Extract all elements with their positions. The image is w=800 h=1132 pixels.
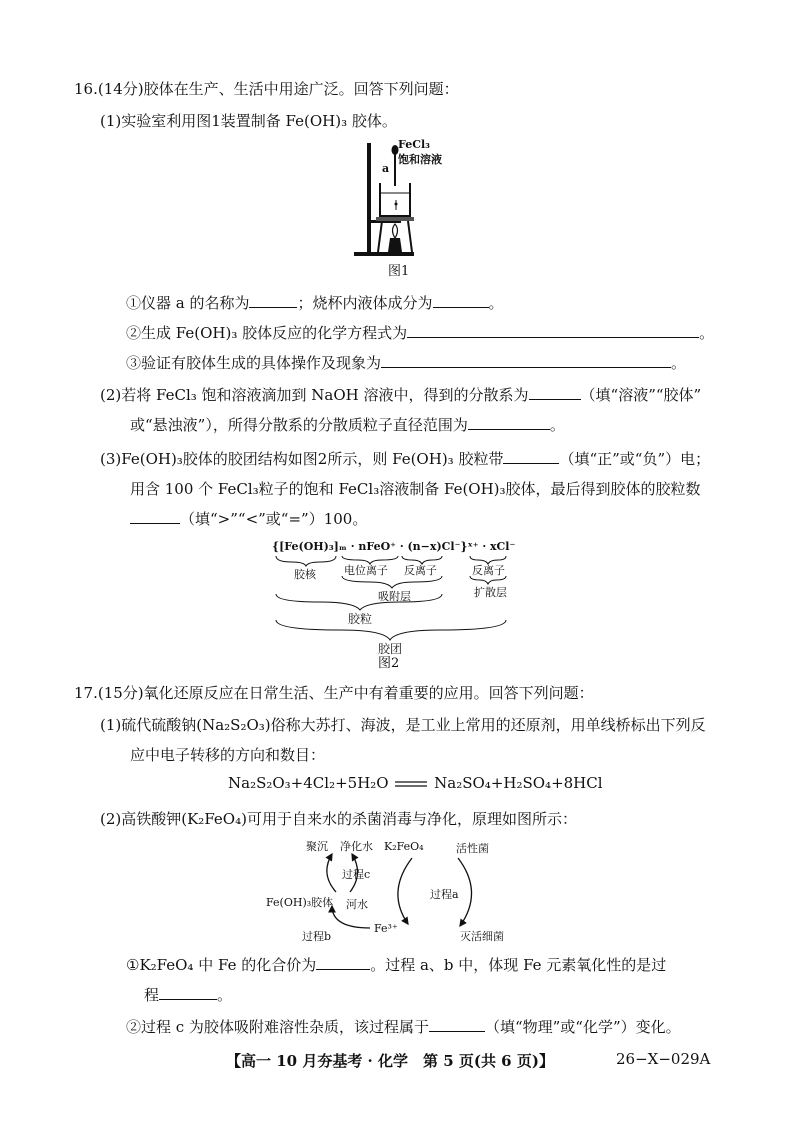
fig3-purified-water: 净化水 [340, 840, 373, 853]
answer-blank[interactable] [529, 385, 581, 400]
fig1-label-a: a [382, 162, 390, 175]
q17-2-1-text-d: 。 [217, 986, 233, 1004]
equation-reactants: Na₂S₂O₃+4Cl₂+5H₂O [228, 774, 389, 792]
q17-2-2-text-a: ②过程 c 为胶体吸附难溶性杂质，该过程属于 [126, 1018, 429, 1036]
answer-blank[interactable] [130, 509, 180, 524]
q16-3-line1 [100, 448, 710, 469]
q16-1-2 [126, 322, 714, 343]
fig2-diffusion-layer: 扩散层 [474, 586, 507, 599]
q17-2-1-text-b: 。过程 a、b 中，体现 Fe 元素氧化性的是过 [370, 956, 667, 974]
figure-3 [262, 836, 522, 946]
fig1-caption: 图1 [388, 264, 410, 279]
q16-1-2-text-b: 。 [699, 324, 715, 342]
fig3-process-b: 过程b [302, 930, 332, 943]
q17-2-line: (2)高铁酸钾(K₂FeO₄)可用于自来水的杀菌消毒与净化，原理如图所示： [100, 810, 577, 828]
q16-1-1-text-b: ；烧杯内液体成分为 [297, 294, 433, 312]
q16-3-text-d: （填“>”“<”或“=”）100。 [180, 510, 368, 528]
q17-2-2-text-b: （填“物理”或“化学”）变化。 [484, 1018, 681, 1036]
q17-2-1-line1 [126, 954, 666, 975]
fig3-process-a: 过程a [430, 888, 459, 901]
q17-2-1-text-c: 程 [144, 986, 160, 1004]
q16-1-1-text-a: ①仪器 a 的名称为 [126, 294, 250, 312]
fig3-fe3-ion: Fe³⁺ [374, 922, 398, 935]
answer-blank[interactable] [159, 985, 217, 1000]
fig1-label-saturated: 饱和溶液 [398, 153, 442, 166]
q17-2-2 [126, 1016, 681, 1037]
answer-blank[interactable] [249, 293, 297, 308]
q16-1-1-text-c: 。 [488, 294, 504, 312]
q16-part1: (1)实验室利用图1装置制备 Fe(OH)₃ 胶体。 [100, 112, 397, 130]
q16-2-text-b: （填“溶液”“胶体” [580, 386, 702, 404]
q16-2-text-d: 。 [549, 416, 565, 434]
answer-blank[interactable] [468, 415, 550, 430]
fig3-settle: 聚沉 [306, 840, 328, 853]
page-footer: 【高一 10 月夯基考 · 化学 第 5 页(共 6 页)】 [226, 1052, 554, 1070]
fig2-core: 胶核 [294, 568, 316, 581]
q16-title: 16.(14分)胶体在生产、生活中用途广泛。回答下列问题： [74, 80, 459, 98]
q16-2-line1 [100, 384, 701, 405]
q16-3-text-b: （填“正”或“负”）电； [559, 450, 711, 468]
fig3-active-bacteria: 活性菌 [456, 842, 489, 855]
fig2-potential-ion: 电位离子 [344, 564, 388, 577]
q16-1-3-text-b: 。 [671, 354, 687, 372]
fig2-adsorption-layer: 吸附层 [378, 590, 411, 603]
fig3-k2feo4: K₂FeO₄ [384, 840, 424, 853]
fig1-label-fecl3: FeCl₃ [398, 138, 430, 151]
answer-blank[interactable] [503, 449, 559, 464]
fig3-process-c: 过程c [342, 868, 371, 881]
equation-products: Na₂SO₄+H₂SO₄+8HCl [434, 774, 603, 792]
q16-2-line2 [130, 414, 565, 435]
figure-2 [270, 538, 530, 671]
fig2-counter-ion-diffuse: 反离子 [472, 564, 505, 577]
q17-title: 17.(15分)氧化还原反应在日常生活、生产中有着重要的应用。回答下列问题： [74, 684, 594, 702]
fig3-river-water: 河水 [346, 898, 368, 911]
q16-1-1 [126, 292, 504, 313]
q16-2-text-a: (2)若将 FeCl₃ 饱和溶液滴加到 NaOH 溶液中，得到的分散系为 [100, 386, 529, 404]
answer-blank[interactable] [407, 323, 699, 338]
q16-1-3-text-a: ③验证有胶体生成的具体操作及现象为 [126, 354, 382, 372]
q16-3-line2: 用含 100 个 FeCl₃粒子的饱和 FeCl₃溶液制备 Fe(OH)₃胶体，最后得到胶体的胶粒数 [130, 480, 701, 498]
figure-1 [340, 138, 480, 279]
answer-blank[interactable] [429, 1017, 485, 1032]
exam-code: 26−X−029A [616, 1050, 711, 1068]
q17-1-line2: 应中电子转移的方向和数目： [130, 746, 326, 764]
q16-3-text-a: (3)Fe(OH)₃胶体的胶团结构如图2所示，则 Fe(OH)₃ 胶粒带 [100, 450, 504, 468]
equation-sign [393, 775, 429, 793]
fig3-colloid: Fe(OH)₃胶体 [266, 896, 334, 909]
q16-3-line3 [130, 508, 367, 529]
q17-2-1-line2 [144, 984, 232, 1005]
q16-1-2-text-a: ②生成 Fe(OH)₃ 胶体反应的化学方程式为 [126, 324, 408, 342]
fig3-dead-bacteria: 灭活细菌 [460, 930, 504, 943]
q17-2-1-text-a: ①K₂FeO₄ 中 Fe 的化合价为 [126, 956, 317, 974]
q17-1-line1: (1)硫代硫酸钠(Na₂S₂O₃)俗称大苏打、海波，是工业上常用的还原剂，用单线桥标出下列反 [100, 716, 706, 734]
fig2-counter-ion: 反离子 [404, 564, 437, 577]
fig2-micelle: 胶团 [378, 642, 403, 656]
answer-blank[interactable] [433, 293, 489, 308]
fig2-particle: 胶粒 [348, 612, 373, 626]
q16-2-text-c: 或“悬浊液”），所得分散系的分散质粒子直径范围为 [130, 416, 468, 434]
fig2-caption: 图2 [378, 656, 400, 671]
answer-blank[interactable] [316, 955, 370, 970]
answer-blank[interactable] [381, 353, 671, 368]
q16-1-3 [126, 352, 686, 373]
q17-equation [228, 774, 603, 793]
fig2-formula: {[Fe(OH)₃]ₘ · nFeO⁺ · (n−x)Cl⁻}ˣ⁺ · xCl⁻ [272, 540, 516, 553]
